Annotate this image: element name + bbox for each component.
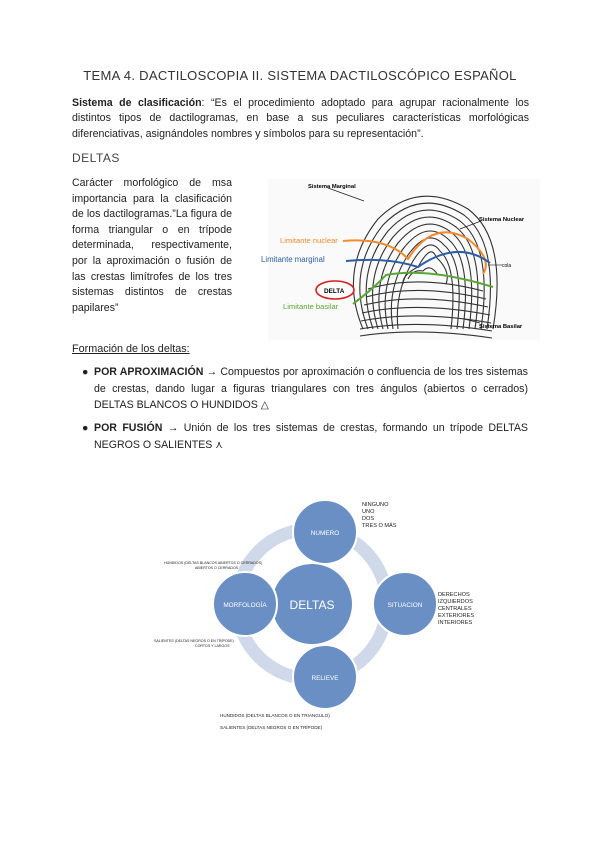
morfologia-note: CORTOS Y LARGOS <box>195 644 230 648</box>
bullet-icon: ● <box>82 366 89 378</box>
morfologia-note: SALIENTES (DELTAS NEGROS O EN TRÍPODE) <box>154 639 234 643</box>
fingerprint-figure <box>261 179 540 340</box>
deltas-cycle-diagram <box>150 492 475 742</box>
numero-note: NINGUNO <box>362 502 389 508</box>
situacion-note: IZQUIERDOS <box>438 599 473 605</box>
node-numero-label: NUMERO <box>310 530 340 537</box>
node-situacion-label: SITUACION <box>387 602 423 609</box>
relieve-note: HUNDIDOS (DELTAS BLANCOS O EN TRIANGULO) <box>220 713 330 718</box>
relieve-note: SALIENTES (DELTAS NEGROS O EN TRÍPODE) <box>220 725 323 730</box>
deltas-heading: DELTAS <box>72 151 120 165</box>
page-title: TEMA 4. DACTILOSCOPIA II. SISTEMA DACTILOSCÓPICO ESPAÑOL <box>83 68 517 83</box>
center-label: DELTAS <box>289 598 335 612</box>
situacion-note: CENTRALES <box>438 606 472 612</box>
situacion-note: EXTERIORES <box>438 613 475 619</box>
bullet-text: → Unión de los tres sistemas de crestas, formando un trípode DELTAS NEGROS O SALIENTES ⋏ <box>94 422 528 451</box>
classification-label: Sistema de clasificación <box>72 97 202 109</box>
deltas-description: Carácter morfológico de msa importancia para la clasificación de los dactilogramas.”La figura de forma triangular o en trípode determinada, respectivamente, por la aproximación o fusión de las crestas limítrofes de los tres sistemas distintos de crestas papilares” <box>72 177 232 314</box>
label-sistema-nuclear: Sistema Nuclear <box>479 217 525 223</box>
classification-paragraph <box>72 96 529 142</box>
label-cola: cola <box>502 263 512 269</box>
numero-note: DOS <box>362 516 375 522</box>
numero-note: TRES O MÁS <box>362 523 397 529</box>
classification-text: : “Es el procedimiento adoptado para agrupar racionalmente los distintos tipos de dactilogramas, en base a sus peculiares características morfológicas diferenciativas, asignándoles nombres y símbolos para su representación”. <box>72 97 529 140</box>
bullet-text: → Compuestos por aproximación o confluencia de los tres sistemas de crestas, dando lugar a figuras triangulares con tres ángulos (abiertos o cerrados) DELTAS BLANCOS O HUNDIDOS △ <box>94 366 528 411</box>
morfologia-note: HUNDIDOS (DELTAS BLANCOS ABIERTOS O CERRADOS) <box>164 561 263 565</box>
list-item <box>82 420 528 453</box>
label-delta: DELTA <box>324 288 345 295</box>
label-sistema-marginal: Sistema Marginal <box>308 184 356 190</box>
label-sistema-basilar: Sistema Basilar <box>479 324 523 330</box>
situacion-note: INTERIORES <box>438 620 473 626</box>
formation-heading: Formación de los deltas: <box>72 343 190 355</box>
node-relieve-label: RELIEVE <box>311 675 339 682</box>
list-item <box>82 364 528 414</box>
numero-note: UNO <box>362 509 375 515</box>
morfologia-note: ABIERTOS O CERRADOS <box>195 566 239 570</box>
label-limitante-basilar: Limitante basilar <box>283 302 339 311</box>
label-limitante-nuclear: Limitante nuclear <box>280 236 338 245</box>
node-morfologia-label: MORFOLOGÍA <box>223 602 267 609</box>
bullet-label: POR APROXIMACIÓN <box>94 366 204 378</box>
bullet-label: POR FUSIÓN <box>94 422 163 434</box>
bullet-icon: ● <box>82 422 89 434</box>
situacion-note: DERECHOS <box>438 592 470 598</box>
label-limitante-marginal: Limitante marginal <box>261 255 325 264</box>
